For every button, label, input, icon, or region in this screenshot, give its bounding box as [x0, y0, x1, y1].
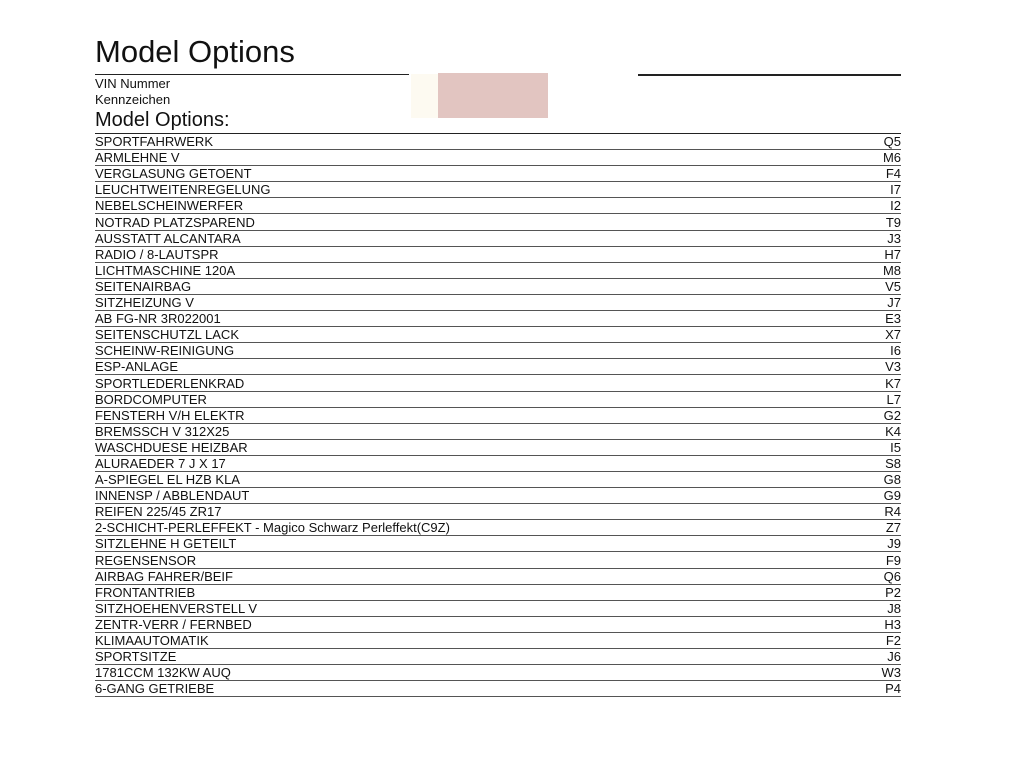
option-name: ESP-ANLAGE [95, 359, 841, 375]
option-row [95, 327, 901, 343]
vin-underline [95, 74, 409, 75]
option-row [95, 552, 901, 568]
option-name: BORDCOMPUTER [95, 391, 841, 407]
option-row [95, 294, 901, 310]
option-row [95, 423, 901, 439]
option-name: SPORTSITZE [95, 649, 841, 665]
option-row [95, 359, 901, 375]
option-code: V5 [841, 278, 901, 294]
option-code: S8 [841, 455, 901, 471]
option-name: FRONTANTRIEB [95, 584, 841, 600]
option-row [95, 230, 901, 246]
option-row [95, 198, 901, 214]
option-row [95, 471, 901, 487]
option-name: SCHEINW-REINIGUNG [95, 343, 841, 359]
option-code: I2 [841, 198, 901, 214]
option-code: Q5 [841, 134, 901, 150]
option-code: L7 [841, 391, 901, 407]
option-code: F9 [841, 552, 901, 568]
option-code: M8 [841, 262, 901, 278]
option-row [95, 375, 901, 391]
option-code: I6 [841, 343, 901, 359]
option-row [95, 150, 901, 166]
option-name: INNENSP / ABBLENDAUT [95, 488, 841, 504]
option-name: LICHTMASCHINE 120A [95, 262, 841, 278]
option-name: REGENSENSOR [95, 552, 841, 568]
option-row [95, 568, 901, 584]
option-code: J9 [841, 536, 901, 552]
option-name: AIRBAG FAHRER/BEIF [95, 568, 841, 584]
option-code: I7 [841, 182, 901, 198]
option-row [95, 262, 901, 278]
option-code: G8 [841, 471, 901, 487]
option-name: NEBELSCHEINWERFER [95, 198, 841, 214]
option-name: KLIMAAUTOMATIK [95, 632, 841, 648]
option-code: M6 [841, 150, 901, 166]
redacted-area-light [411, 74, 439, 118]
option-code: H7 [841, 246, 901, 262]
option-code: V3 [841, 359, 901, 375]
option-row [95, 681, 901, 697]
option-name: SPORTFAHRWERK [95, 134, 841, 150]
option-name: SPORTLEDERLENKRAD [95, 375, 841, 391]
option-row [95, 649, 901, 665]
option-name: ARMLEHNE V [95, 150, 841, 166]
option-row [95, 343, 901, 359]
option-row [95, 246, 901, 262]
option-code: F4 [841, 166, 901, 182]
option-code: I5 [841, 439, 901, 455]
option-name: 2-SCHICHT-PERLEFFEKT - Magico Schwarz Perleffekt(C9Z) [95, 520, 841, 536]
option-code: Z7 [841, 520, 901, 536]
vin-label: VIN Nummer [95, 76, 171, 91]
option-name: SITZLEHNE H GETEILT [95, 536, 841, 552]
option-row [95, 504, 901, 520]
option-code: P2 [841, 584, 901, 600]
option-code: F2 [841, 632, 901, 648]
option-name: AUSSTATT ALCANTARA [95, 230, 841, 246]
option-name: SEITENAIRBAG [95, 278, 841, 294]
option-row [95, 182, 901, 198]
option-code: G2 [841, 407, 901, 423]
section-title: Model Options: [95, 109, 230, 131]
option-name: LEUCHTWEITENREGELUNG [95, 182, 841, 198]
page-title: Model Options [95, 34, 295, 69]
option-name: WASCHDUESE HEIZBAR [95, 439, 841, 455]
signature-line [638, 74, 901, 76]
option-row [95, 278, 901, 294]
option-name: 6-GANG GETRIEBE [95, 681, 841, 697]
option-code: W3 [841, 665, 901, 681]
option-name: ZENTR-VERR / FERNBED [95, 616, 841, 632]
option-code: J7 [841, 294, 901, 310]
option-code: K7 [841, 375, 901, 391]
option-row [95, 665, 901, 681]
option-code: R4 [841, 504, 901, 520]
option-row [95, 214, 901, 230]
option-code: G9 [841, 488, 901, 504]
option-name: 1781CCM 132KW AUQ [95, 665, 841, 681]
option-name: FENSTERH V/H ELEKTR [95, 407, 841, 423]
option-row [95, 616, 901, 632]
option-code: E3 [841, 311, 901, 327]
options-table [95, 133, 901, 697]
option-row [95, 536, 901, 552]
option-row [95, 166, 901, 182]
option-name: ALURAEDER 7 J X 17 [95, 455, 841, 471]
option-row [95, 488, 901, 504]
redacted-area [438, 73, 548, 118]
option-code: J8 [841, 600, 901, 616]
option-code: T9 [841, 214, 901, 230]
option-row [95, 439, 901, 455]
option-row [95, 455, 901, 471]
option-code: X7 [841, 327, 901, 343]
option-name: RADIO / 8-LAUTSPR [95, 246, 841, 262]
options-list [95, 134, 901, 697]
option-code: J6 [841, 649, 901, 665]
option-name: VERGLASUNG GETOENT [95, 166, 841, 182]
option-name: SITZHEIZUNG V [95, 294, 841, 310]
option-code: H3 [841, 616, 901, 632]
option-row [95, 407, 901, 423]
option-row [95, 600, 901, 616]
option-name: AB FG-NR 3R022001 [95, 311, 841, 327]
option-name: NOTRAD PLATZSPAREND [95, 214, 841, 230]
option-code: K4 [841, 423, 901, 439]
option-row [95, 520, 901, 536]
option-name: REIFEN 225/45 ZR17 [95, 504, 841, 520]
option-row [95, 584, 901, 600]
option-name: SITZHOEHENVERSTELL V [95, 600, 841, 616]
option-name: SEITENSCHUTZL LACK [95, 327, 841, 343]
option-row [95, 632, 901, 648]
option-name: BREMSSCH V 312X25 [95, 423, 841, 439]
option-name: A-SPIEGEL EL HZB KLA [95, 471, 841, 487]
option-row [95, 311, 901, 327]
option-row [95, 134, 901, 150]
option-code: P4 [841, 681, 901, 697]
option-code: J3 [841, 230, 901, 246]
option-row [95, 391, 901, 407]
plate-label: Kennzeichen [95, 92, 171, 107]
option-code: Q6 [841, 568, 901, 584]
